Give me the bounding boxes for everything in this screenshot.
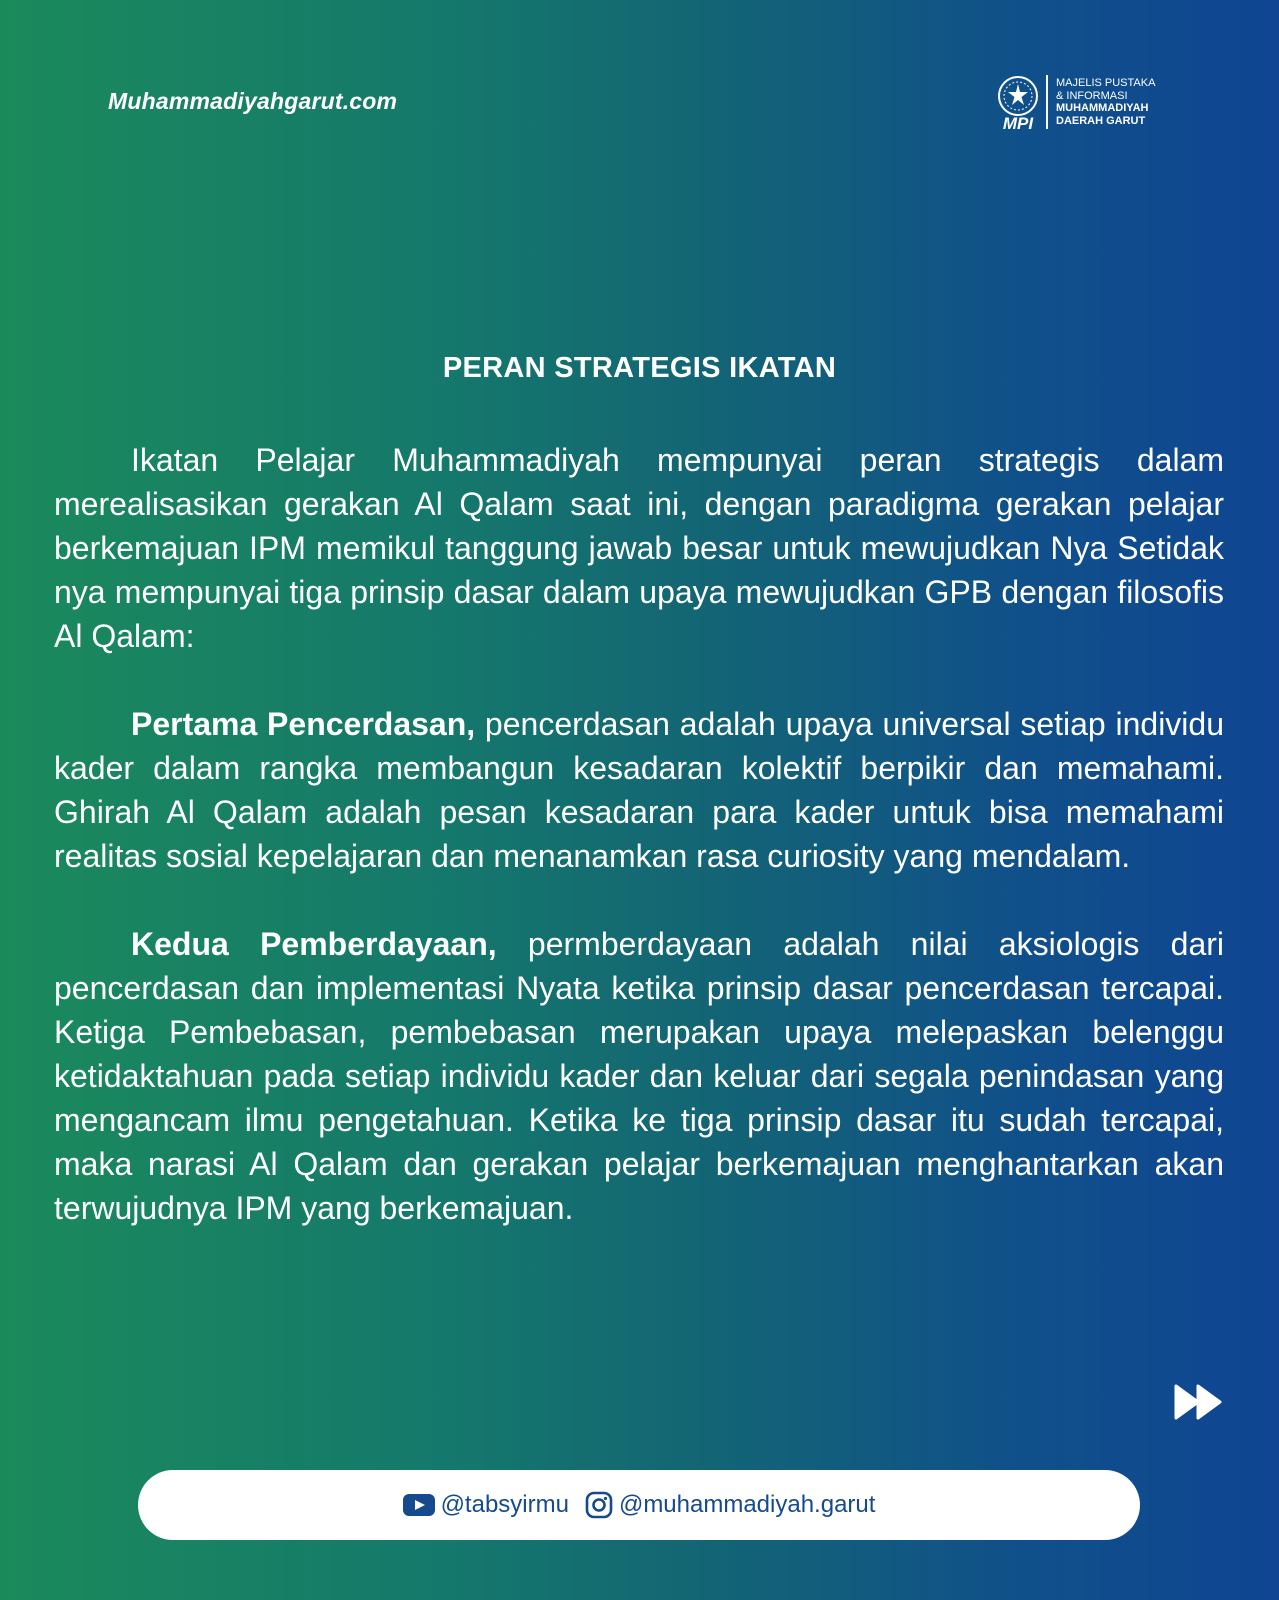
logo-line-4: DAERAH GARUT [1056, 114, 1146, 127]
logo-line-1: MAJELIS PUSTAKA [1056, 77, 1156, 89]
youtube-link[interactable] [403, 1491, 569, 1519]
youtube-handle: @tabsyirmu [440, 1491, 569, 1518]
paragraph-second-lead: Kedua Pemberdayaan, [131, 926, 497, 962]
social-bar [138, 1470, 1140, 1540]
logo-line-3: MUHAMMADIYAH [1056, 102, 1149, 114]
logo-text [1056, 77, 1155, 127]
instagram-icon [585, 1491, 613, 1519]
instagram-link[interactable] [585, 1491, 875, 1519]
youtube-icon [403, 1494, 435, 1516]
website-label: Muhammadiyahgarut.com [108, 88, 398, 114]
paragraph-first [54, 702, 1224, 878]
instagram-handle: @muhammadiyah.garut [618, 1491, 876, 1518]
mpi-emblem-icon [996, 72, 1040, 132]
logo-line-2: & INFORMASI [1056, 89, 1128, 102]
page-title: PERAN STRATEGIS IKATAN [442, 352, 837, 384]
next-button[interactable] [1174, 1384, 1224, 1425]
mpi-emblem-lettering: MPI [1002, 114, 1034, 132]
mpi-logo [996, 72, 1155, 132]
paragraph-first-body: pencerdasan adalah upaya universal setiap individu kader dalam rangka membangun kesadaran kolektif berpikir dan memahami. Ghirah Al Qalam adalah pesan kesadaran para kader untuk bisa memahami realitas sosial kepelajaran dan menanamkan rasa curiosity yang mendalam. [54, 706, 1225, 874]
paragraph-second-body: permberdayaan adalah nilai aksiologis dari pencerdasan dan implementasi Nyata ketika prinsip dasar pencerdasan tercapai. Ketiga Pembebasan, pembebasan merupakan upaya melepaskan belenggu ketidaktahuan pada setiap individu kader dan keluar dari segala penindasan yang mengancam ilmu pengetahuan. Ketika ke tiga prinsip dasar itu sudah tercapai, maka narasi Al Qalam dan gerakan pelajar berkemajuan menghantarkan akan terwujudnya IPM yang berkemajuan. [54, 926, 1225, 1226]
paragraph-second [54, 922, 1224, 1230]
logo-divider [1046, 75, 1048, 129]
paragraph-first-lead: Pertama Pencerdasan, [131, 706, 476, 742]
article-body [54, 438, 1224, 1230]
paragraph-intro: Ikatan Pelajar Muhammadiyah mempunyai peran strategis dalam merealisasikan gerakan Al Qalam saat ini, dengan paradigma gerakan pelajar berkemajuan IPM memikul tanggung jawab besar untuk mewujudkan Nya Setidak nya mempunyai tiga prinsip dasar dalam upaya mewujudkan GPB dengan filosofis Al Qalam: [54, 442, 1224, 654]
fast-forward-icon [1174, 1384, 1224, 1420]
